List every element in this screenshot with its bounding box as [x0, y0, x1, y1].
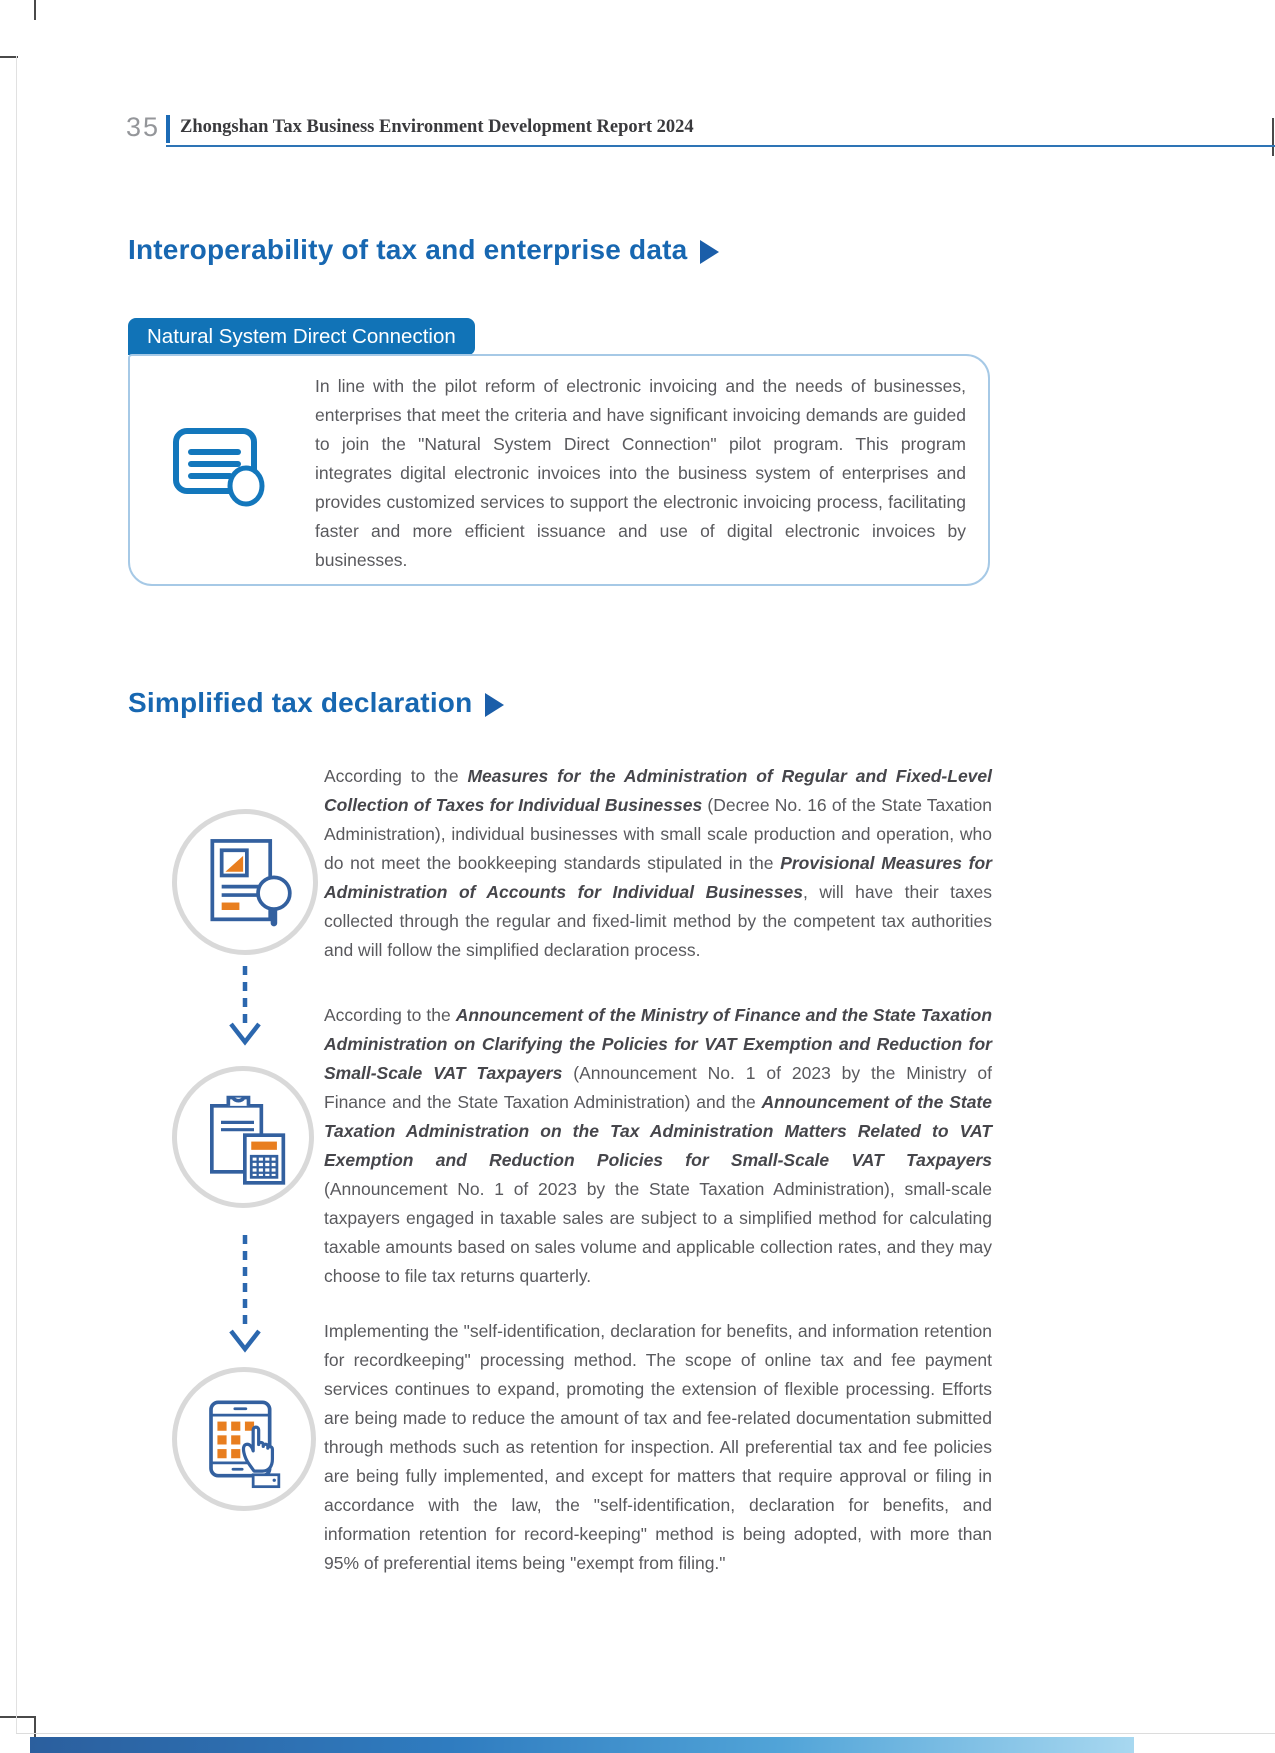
crop-mark-top	[34, 0, 36, 20]
tablet-touch-icon	[189, 1384, 299, 1494]
section-heading-interoperability	[128, 234, 719, 266]
paragraph-fixed-level-collection: According to the Measures for the Administration of Regular and Fixed-Level Collection of Taxes for Individual Businesses (Decree No. 16 of the State Taxation Administration), individual businesses with small scale production and operation, who do not meet the bookkeeping standards stipulated in the Provisional Measures for Administration of Accounts for Individual Businesses, will have their taxes collected through the regular and fixed-limit method by the competent tax authorities and will follow the simplified declaration process.	[324, 766, 993, 960]
header-rule	[166, 145, 1275, 147]
dashed-arrow-down-icon	[227, 964, 263, 1050]
icon-circle	[172, 1367, 316, 1511]
footer-accent-bar	[30, 1737, 1134, 1753]
report-title: Zhongshan Tax Business Environment Development Report 2024	[180, 117, 694, 137]
card-body-text: In line with the pilot reform of electronic invoicing and the needs of businesses, enterprises that meet the criteria and have significant invoicing demands are guided to join the "Natural System Direct Connection" pilot program. This program integrates digital electronic invoices into the business system of enterprises and provides customized services to support the electronic invoicing process, facilitating faster and more efficient issuance and use of digital electronic invoices by businesses.	[315, 376, 966, 570]
page-edge-bottom	[16, 1733, 1275, 1734]
document-magnifier-icon	[189, 826, 301, 938]
invoice-icon	[172, 426, 276, 510]
paragraph-vat-exemption: According to the Announcement of the Ministry of Finance and the State Taxation Administration on Clarifying the Policies for VAT Exemption and Reduction for Small-Scale VAT Taxpayers (Announcement No. 1 of 2023 by the Ministry of Finance and the State Taxation Administration) and the Announcement of the State Taxation Administration on the Tax Administration Matters Related to VAT Exemption and Reduction Policies for Small-Scale VAT Taxpayers (Announcement No. 1 of 2023 by the State Taxation Administration), small-scale taxpayers engaged in taxable sales are subject to a simplified method for calculating taxable amounts based on sales volume and applicable collection rates, and they may choose to file tax returns quarterly.	[324, 1005, 993, 1286]
crop-mark-right	[1272, 118, 1274, 156]
icon-circle	[172, 1066, 314, 1208]
paragraph-self-identification: Implementing the "self-identification, declaration for benefits, and information retention for recordkeeping" processing method. The scope of online tax and fee payment services continues to expand, promoting the extension of flexible processing. Efforts are being made to reduce the amount of tax and fee-related documentation submitted through methods such as retention for inspection. All preferential tax and fee policies are being fully implemented, and except for matters that require approval or filing in accordance with the law, the "self-identification, declaration for benefits, and information retention for record-keeping" method is being adopted, with more than 95% of preferential items being "exempt from filing."	[324, 1321, 992, 1573]
header-accent-bar	[166, 115, 170, 143]
section-heading-text: Interoperability of tax and enterprise data	[128, 234, 688, 265]
arrow-right-icon	[700, 240, 719, 264]
section-heading-simplified	[128, 687, 504, 719]
dashed-arrow-down-icon	[227, 1233, 263, 1357]
icon-circle	[172, 809, 318, 955]
arrow-right-icon	[485, 693, 504, 717]
clipboard-calculator-icon	[188, 1082, 298, 1192]
card-tab: Natural System Direct Connection	[128, 318, 475, 355]
page-number: 35	[125, 112, 160, 142]
crop-mark-bottom-h	[0, 1716, 36, 1718]
page-edge-left	[16, 56, 17, 1733]
section-heading-text: Simplified tax declaration	[128, 687, 473, 718]
